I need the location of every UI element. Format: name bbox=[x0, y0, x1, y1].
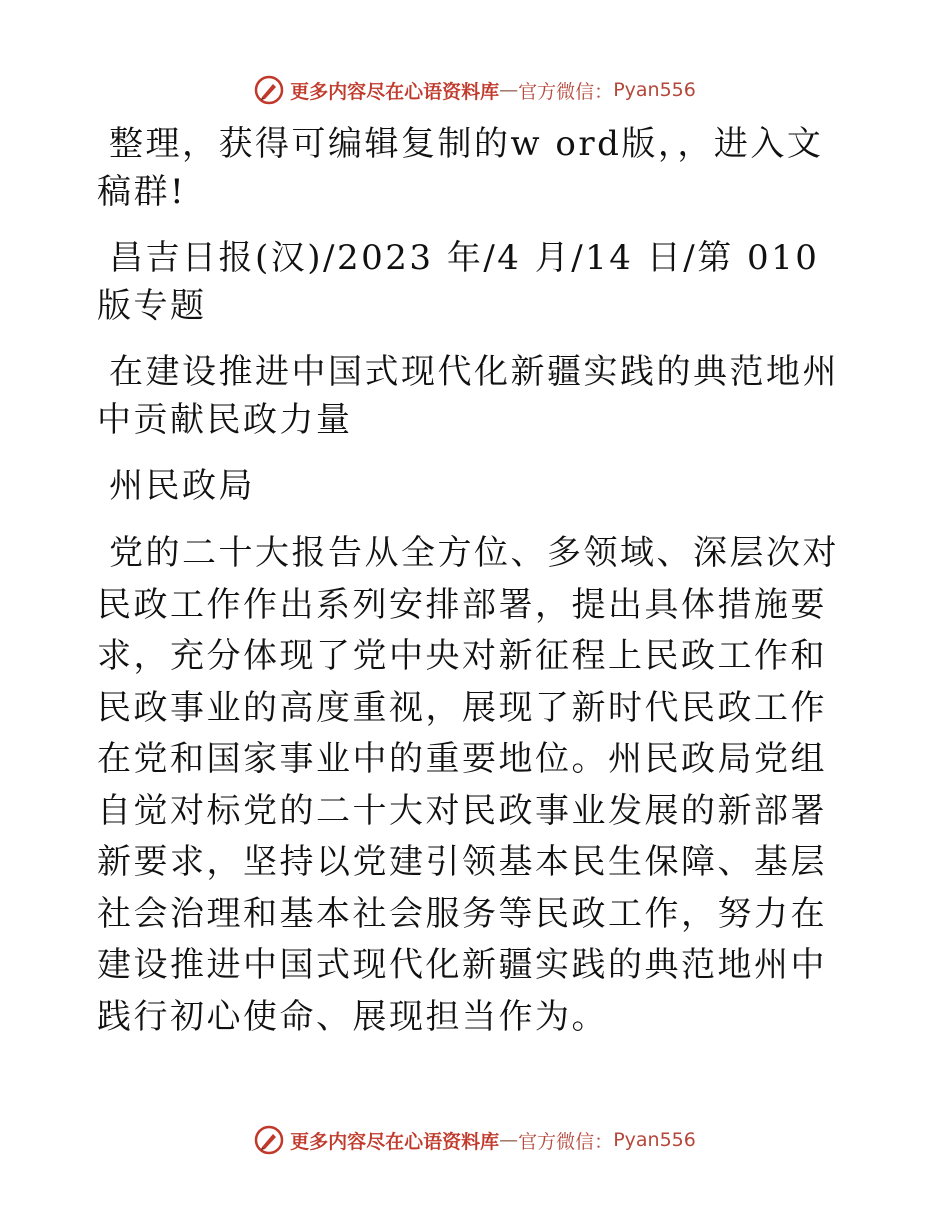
watermark-separator: — bbox=[499, 79, 519, 101]
watermark-wechat-id: Pyan556 bbox=[613, 1129, 696, 1151]
watermark-banner-bottom bbox=[0, 1120, 950, 1160]
watermark-site-text: 更多内容尽在心语资料库 bbox=[290, 80, 500, 103]
watermark-wechat-label: 官方微信： bbox=[518, 1130, 614, 1153]
article-body-paragraph: 党的二十大报告从全方位、多领域、深层次对民政工作作出系列安排部署，提出具体措施要求，充分体现了党中央对新征程上民政工作和民政事业的高度重视，展现了新时代民政工作在党和国家事业中的重要地位。州民政局党组自觉对标党的二十大对民政事业发展的新部署新要求，坚持以党建引领基本民生保障、基层社会治理和基本社会服务等民政工作，努力在建设推进中国式现代化新疆实践的典范地州中践行初心使命、展现担当作为。 bbox=[97, 533, 839, 1037]
watermark-wechat-label: 官方微信： bbox=[518, 80, 614, 103]
pen-logo-icon bbox=[254, 75, 284, 105]
watermark-wechat-id: Pyan556 bbox=[613, 79, 696, 101]
article-headline: 在建设推进中国式现代化新疆实践的典范地州中贡献民政力量 bbox=[97, 352, 839, 440]
watermark-site-text: 更多内容尽在心语资料库 bbox=[290, 1130, 500, 1153]
watermark-banner-top bbox=[0, 70, 950, 110]
article-author: 州民政局 bbox=[109, 466, 255, 506]
source-line: 昌吉日报(汉)/2023 年/4 月/14 日/第 010 版专题 bbox=[97, 238, 820, 326]
intro-note: 整理，获得可编辑复制的w ord版，，进入文稿群! bbox=[97, 124, 824, 212]
document-body bbox=[97, 120, 853, 1061]
watermark-separator: — bbox=[499, 1129, 519, 1151]
pen-logo-icon bbox=[254, 1125, 284, 1155]
